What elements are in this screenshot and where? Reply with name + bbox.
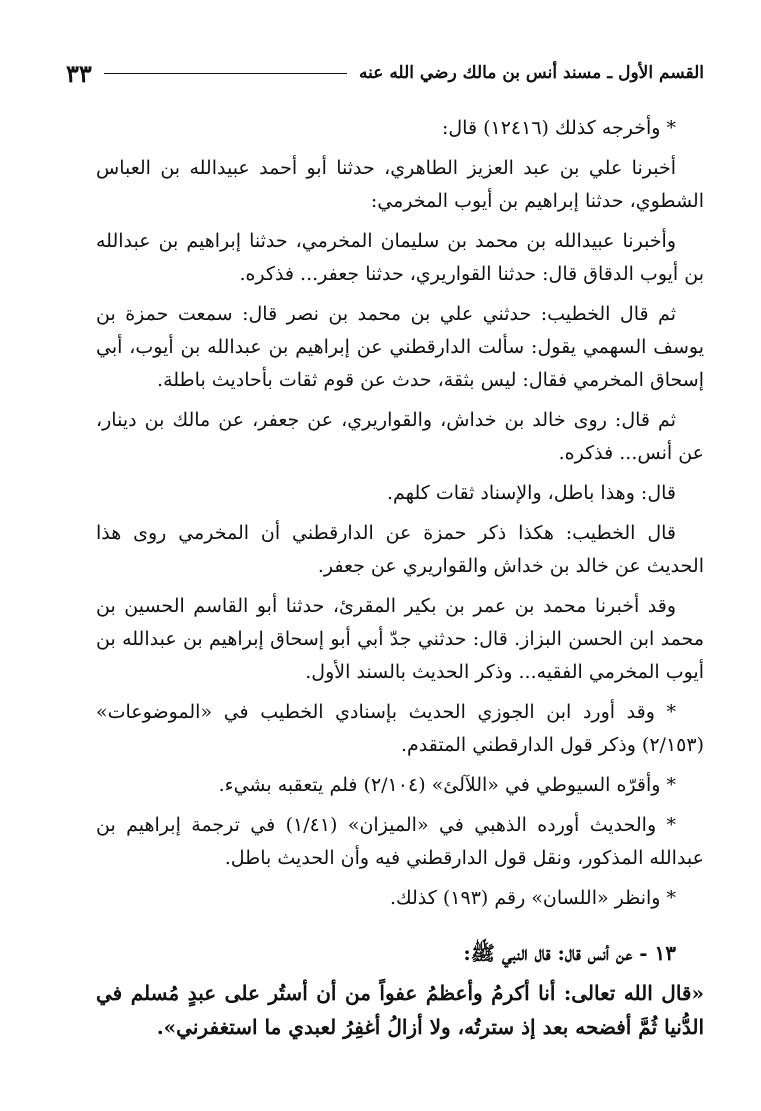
paragraph-isnad-1: أخبرنا علي بن عبد العزيز الطاهري، حدثنا أبو أحمد عبيدالله بن العباس الشطوي، حدثنا إبراهيم بن أيوب المخرمي: — [96, 157, 704, 212]
paragraph-isnad-2: وأخبرنا عبيدالله بن محمد بن سليمان المخرمي، حدثنا إبراهيم بن عبدالله بن أيوب الدقاق قال: حدثنا القواريري، حدثنا جعفر... فذكره. — [96, 230, 704, 285]
paragraph-suyuti: * وأقرّه السيوطي في «اللآلئ» (٢/١٠٤) فلم يتعقبه بشيء. — [218, 774, 676, 796]
header-rule — [104, 73, 347, 74]
paragraph-takhrij-ref: * وأخرجه كذلك (١٢٤١٦) قال: — [441, 117, 676, 139]
document-body — [96, 112, 704, 1044]
paragraph-ibn-jawzi: * وقد أورد ابن الجوزي الحديث بإسنادي الخطيب في «الموضوعات» (٢/١٥٣) وذكر قول الدارقطني المتقدم. — [96, 701, 704, 756]
running-header — [66, 56, 704, 90]
paragraph-khatib-quote: ثم قال الخطيب: حدثني علي بن محمد بن نصر قال: سمعت حمزة بن يوسف السهمي يقول: سألت الدارقطني عن إبراهيم بن عبدالله بن أيوب، أبي إسحاق المخرمي فقال: ليس بثقة، حدث عن قوم ثقات بأحاديث باطلة. — [96, 303, 704, 391]
paragraph-riwaya: ثم قال: روى خالد بن خداش، والقواريري، عن جعفر، عن مالك بن دينار، عن أنس... فذكره. — [96, 409, 704, 464]
paragraph-lisan: * وانظر «اللسان» رقم (١٩٣) كذلك. — [389, 887, 676, 909]
page-number: ٣٣ — [66, 58, 92, 88]
hadith-text: «قال الله تعالى: أنا أكرمُ وأعظمُ عفواً من أن أستُر على عبدٍ مُسلم في الدُّنيا ثُمَّ أفضحه بعد إذ سترتُه، ولا أزالُ أغفِرُ لعبدي ما استغفرني». — [96, 981, 704, 1039]
paragraph-isnad-3: وقد أخبرنا محمد بن عمر بن بكير المقرئ، حدثنا أبو القاسم الحسين بن محمد ابن الحسن البزاز. قال: حدثني جدّ أبي أبو إسحاق إبراهيم بن عبدالله بن أيوب المخرمي الفقيه... وذكر الحديث بالسند الأول. — [96, 595, 705, 683]
hadith-heading: ١٣ - عن أنس قال: قال النبي ﷺ: — [463, 941, 676, 965]
paragraph-khatib-note: قال الخطيب: هكذا ذكر حمزة عن الدارقطني أن المخرمي روى هذا الحديث عن خالد بن خداش والقواريري عن جعفر. — [96, 522, 704, 577]
header-title: القسم الأول ـ مسند أنس بن مالك رضي الله عنه — [359, 63, 704, 83]
paragraph-batil: قال: وهذا باطل، والإسناد ثقات كلهم. — [387, 482, 676, 504]
paragraph-dhahabi: * والحديث أورده الذهبي في «الميزان» (١/٤١) في ترجمة إبراهيم بن عبدالله المذكور، ونقل قول الدارقطني فيه وأن الحديث باطل. — [96, 814, 704, 869]
